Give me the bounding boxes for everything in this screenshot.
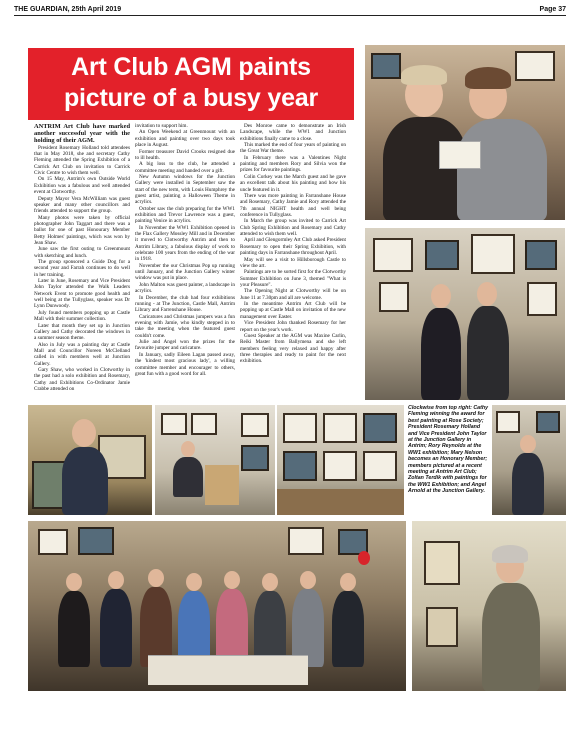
person-head [186, 573, 202, 591]
article-paragraph: An Open Weekend at Greenmount with an exhibition and painting over two days took place in August. [135, 129, 235, 149]
wall-painting [241, 413, 269, 437]
article-column-2 [135, 123, 235, 396]
wall-painting [241, 445, 269, 471]
article-paragraph: In March the group was invited to Carrick Art Club Spring Exhibition and Rosemary and Cathy attended to wish them well. [240, 218, 346, 237]
publication-date: THE GUARDIAN, 25th April 2019 [14, 6, 122, 13]
wall-painting [496, 411, 520, 433]
wall-painting [371, 53, 401, 79]
wall-painting [283, 451, 317, 481]
article-paragraph: Caricatures and Christmas jumpers was a fun evening with Jamie, who kindly stepped in to take the meeting when the featured guest couldn't come. [135, 313, 235, 339]
person-head [224, 571, 240, 589]
person-head [477, 282, 497, 306]
article-paragraph: In February there was a Valentines Night painting and members Rory and Silvia won the prizes for favourite paintings. [240, 154, 346, 174]
article-paragraph: Deputy Mayor Vera McWilliam was guest speaker and many other councillors and friends attended to support the group. [34, 195, 130, 215]
wall-painting [161, 413, 187, 435]
article-paragraph: In the meantime Antrim Art Club will be popping up at Castle Mall on invitation of the new management over Easter. [240, 301, 346, 320]
article-paragraph: November the our Christmas Pop up running until January, and the Junction Gallery winter window was put in place. [135, 262, 235, 282]
article-paragraph: invitation to support him. [135, 123, 188, 129]
photo-member-exhibition [492, 405, 566, 515]
article-paragraph: In December, the club had four exhibitions running - at The Junction, Castle Mall, Antrim Library and Farrenshane House. [135, 294, 235, 314]
headline-line-1: Art Club AGM paints [71, 53, 311, 81]
person-body [332, 591, 364, 667]
article-paragraph: July found members popping up at Castle Mall with their summer collection. [34, 309, 130, 323]
article-paragraph: In January, sadly Eileen Lagan passed away, the 'kindest most gracious lady', a willing committee member and encourager to others, great fun with a good word for all. [135, 351, 235, 377]
person-body [512, 453, 544, 515]
wall-painting [426, 607, 458, 647]
hair [492, 545, 528, 563]
person-body [457, 119, 547, 220]
hair [465, 67, 511, 89]
person-body [421, 308, 461, 400]
person-body [173, 457, 203, 497]
wall-painting [323, 413, 357, 443]
wall-painting [527, 282, 557, 316]
person-body [467, 306, 509, 400]
wall-painting [363, 413, 397, 443]
photo-framed-artworks [277, 405, 404, 515]
person-head [148, 569, 164, 587]
wall-painting [424, 541, 460, 585]
article-paragraph: A big loss to the club, he attended a committee meeting and handed over a gift. [135, 161, 235, 174]
wall-painting [38, 529, 68, 555]
display-ledge [277, 489, 404, 515]
hair [401, 65, 447, 85]
wall-painting [525, 240, 557, 270]
photo-man-with-paintings [28, 405, 152, 515]
article-paragraph: April and Glengormley Art Club asked President Rosemary to open their Spring Exhibition, with painting days in Farranshane throughout April. [240, 237, 346, 257]
article-paragraph: ANTRIM Art Club have marked another successful year with the holding of their AGM. [34, 123, 130, 145]
wall-painting [373, 238, 413, 272]
person-head [431, 284, 451, 308]
article-paragraph: Colin Corkey was the March guest and he gave an excellent talk about his painting and how his uncle featured in it. [240, 173, 346, 193]
article-paragraph: Vice President John thanked Rosemary for her report on the year's work. [240, 320, 346, 333]
article-paragraph: Paintings are to be sorted first for the Clotworthy Summer Exhibition on June 3, themed "What is your Pleasure". [240, 269, 346, 288]
exhibit-table [205, 465, 239, 505]
person-head [300, 571, 316, 589]
wall-painting [191, 413, 217, 435]
article-paragraph: In November the WW1 Exhibition opened in the Flax Gallery Mossley Mill and in December it moved to Clotworthy Antrim and then to Antrim Library, a fabulous display of work to celebrate 100 years from the ending of the war in 1918. [135, 224, 235, 263]
wall-painting [536, 411, 560, 433]
article-paragraph: October saw the club preparing for the WW1 exhibition and Trevor Lawrence was a guest, painting Venice in acrylics. [135, 205, 235, 225]
photo-lady-at-junction-gallery [412, 521, 566, 691]
article-paragraph: John Malton was guest painter, a landscape in acrylics. [135, 281, 235, 295]
person-body [58, 591, 90, 667]
person-body [482, 583, 540, 691]
article-paragraph: Also in July was a painting day at Castle Mall and Councillor Noreen McClelland called in with members well at Junction Gallery. [34, 341, 130, 367]
photo-award-winners [365, 45, 565, 220]
article-paragraph: The group sponsored a Guide Dog for a second year and Farrah continues to do well in her training. [34, 259, 130, 278]
photo-gallery-couple [365, 228, 565, 400]
balloon [358, 551, 370, 565]
article-column-3 [240, 123, 346, 396]
article-paragraph: Later in June, Rosemary and Vice President John Taylor attended the Walk Leaders Network Event to promote good health and well being at the Tullyglass, speaker was Dr Lynn Dunwoody. [34, 278, 130, 310]
article-paragraph: Later that month they set up in Junction Gallery and Cathy decorated the windows in a summer season theme. [34, 322, 130, 342]
article-paragraph: Gary Shaw, who worked in Clotworthy in the past had a solo exhibition and Rosemary, Cathy and Exhibitions Co-Ordinator Jamie Crabbe attended on [34, 367, 130, 392]
photo-lady-in-gallery [155, 405, 275, 515]
article-paragraph: June saw the first outing to Greenmount with sketching and lunch. [34, 246, 130, 259]
person-body [100, 589, 132, 667]
meeting-table [148, 655, 308, 685]
article-paragraph: On 15 May, Antrim's own Outside World Exhibition was a fabulous and well attended event at Clotworthy. [34, 176, 130, 196]
article-column-1 [34, 123, 130, 396]
wall-painting [363, 451, 397, 481]
masthead-rule [14, 15, 566, 16]
wall-painting [78, 527, 114, 555]
person-head [181, 441, 195, 457]
wall-painting [471, 234, 515, 274]
award-certificate [439, 141, 481, 169]
headline [28, 48, 354, 120]
person-head [340, 573, 356, 591]
article-paragraph: May will see a visit to Hillsborough Castle to view the art. [240, 256, 346, 269]
person-body [62, 447, 108, 515]
article-paragraph: New Autumn windows for the Junction Gallery were installed in September saw the start of the new term, with Louis Humphrey the guest artist, painting a Halloween Theme in acrylics. [135, 174, 235, 206]
article-paragraph: Guest Speaker at the AGM was Maxine Carlin, Reiki Master from Ballymena and she left members feeling very relaxed and happy after three therapies and ready to paint for the next exhibition. [240, 333, 346, 365]
wall-painting [379, 282, 409, 312]
wall-painting [283, 413, 317, 443]
wall-painting [425, 240, 459, 270]
article-paragraph: Many photos were taken by official photographer John Taggart and there was a ballot for one of past Honourary Member Betty Holmes' paintings, which was won by Jean Shaw. [34, 214, 130, 246]
article-paragraph: The Opening Night at Clotworthy will be on June 11 at 7.30pm and all are welcome. [240, 288, 346, 301]
article-paragraph: There was more painting in Farranshane House and Rosemary, Cathy Jamie and Rory attended the 7th annual NIGHT health and well being conference in Tullyglass. [240, 193, 346, 218]
person-head [66, 573, 82, 591]
wall-painting [515, 51, 555, 81]
article-paragraph: President Rosemary Holland told attendees that in May 2018, she and secretary Cathy Fleming attended the Spring Exhibition of a Carrick Art Club on invitation to Carrick Civic Centre to wish them well. [34, 144, 130, 176]
headline-line-2: picture of a busy year [63, 84, 319, 112]
article-paragraph: Des Monroe came to demonstrate an Irish Landscape, while the WW1 and Junction exhibitions finally came to a close. [240, 123, 346, 142]
person-head [520, 435, 536, 453]
person-head [262, 573, 278, 591]
person-head [72, 419, 96, 447]
article-paragraph: This marked the end of four years of painting on the Great War theme. [240, 142, 346, 155]
article-paragraph: Former treasurer David Crooks resigned due to ill health. [135, 148, 235, 161]
wall-painting [323, 451, 357, 481]
page-number: Page 37 [539, 6, 566, 13]
article-paragraph: Julie and Angel won the prizes for the favourite jumper and caricature. [135, 339, 235, 352]
photo-caption: Clockwise from top right: Cathy Fleming winning the award for best painting at Rose Society; President Rosemary Holland and Vice President John Taylor at the Junction Gallery in Antrim; Rory Reynolds at the WW1 exhibition; Mary Nelson becomes an Honorary Member; members pictured at a recent meeting at Antrim Art Club; Zoltan Terdik with paintings for the WW1 Exhibition; and Angel Arnold at the Junction Gallery. [408, 405, 489, 495]
person-head [108, 571, 124, 589]
wall-painting [288, 527, 324, 555]
photo-group-meeting [28, 521, 406, 691]
